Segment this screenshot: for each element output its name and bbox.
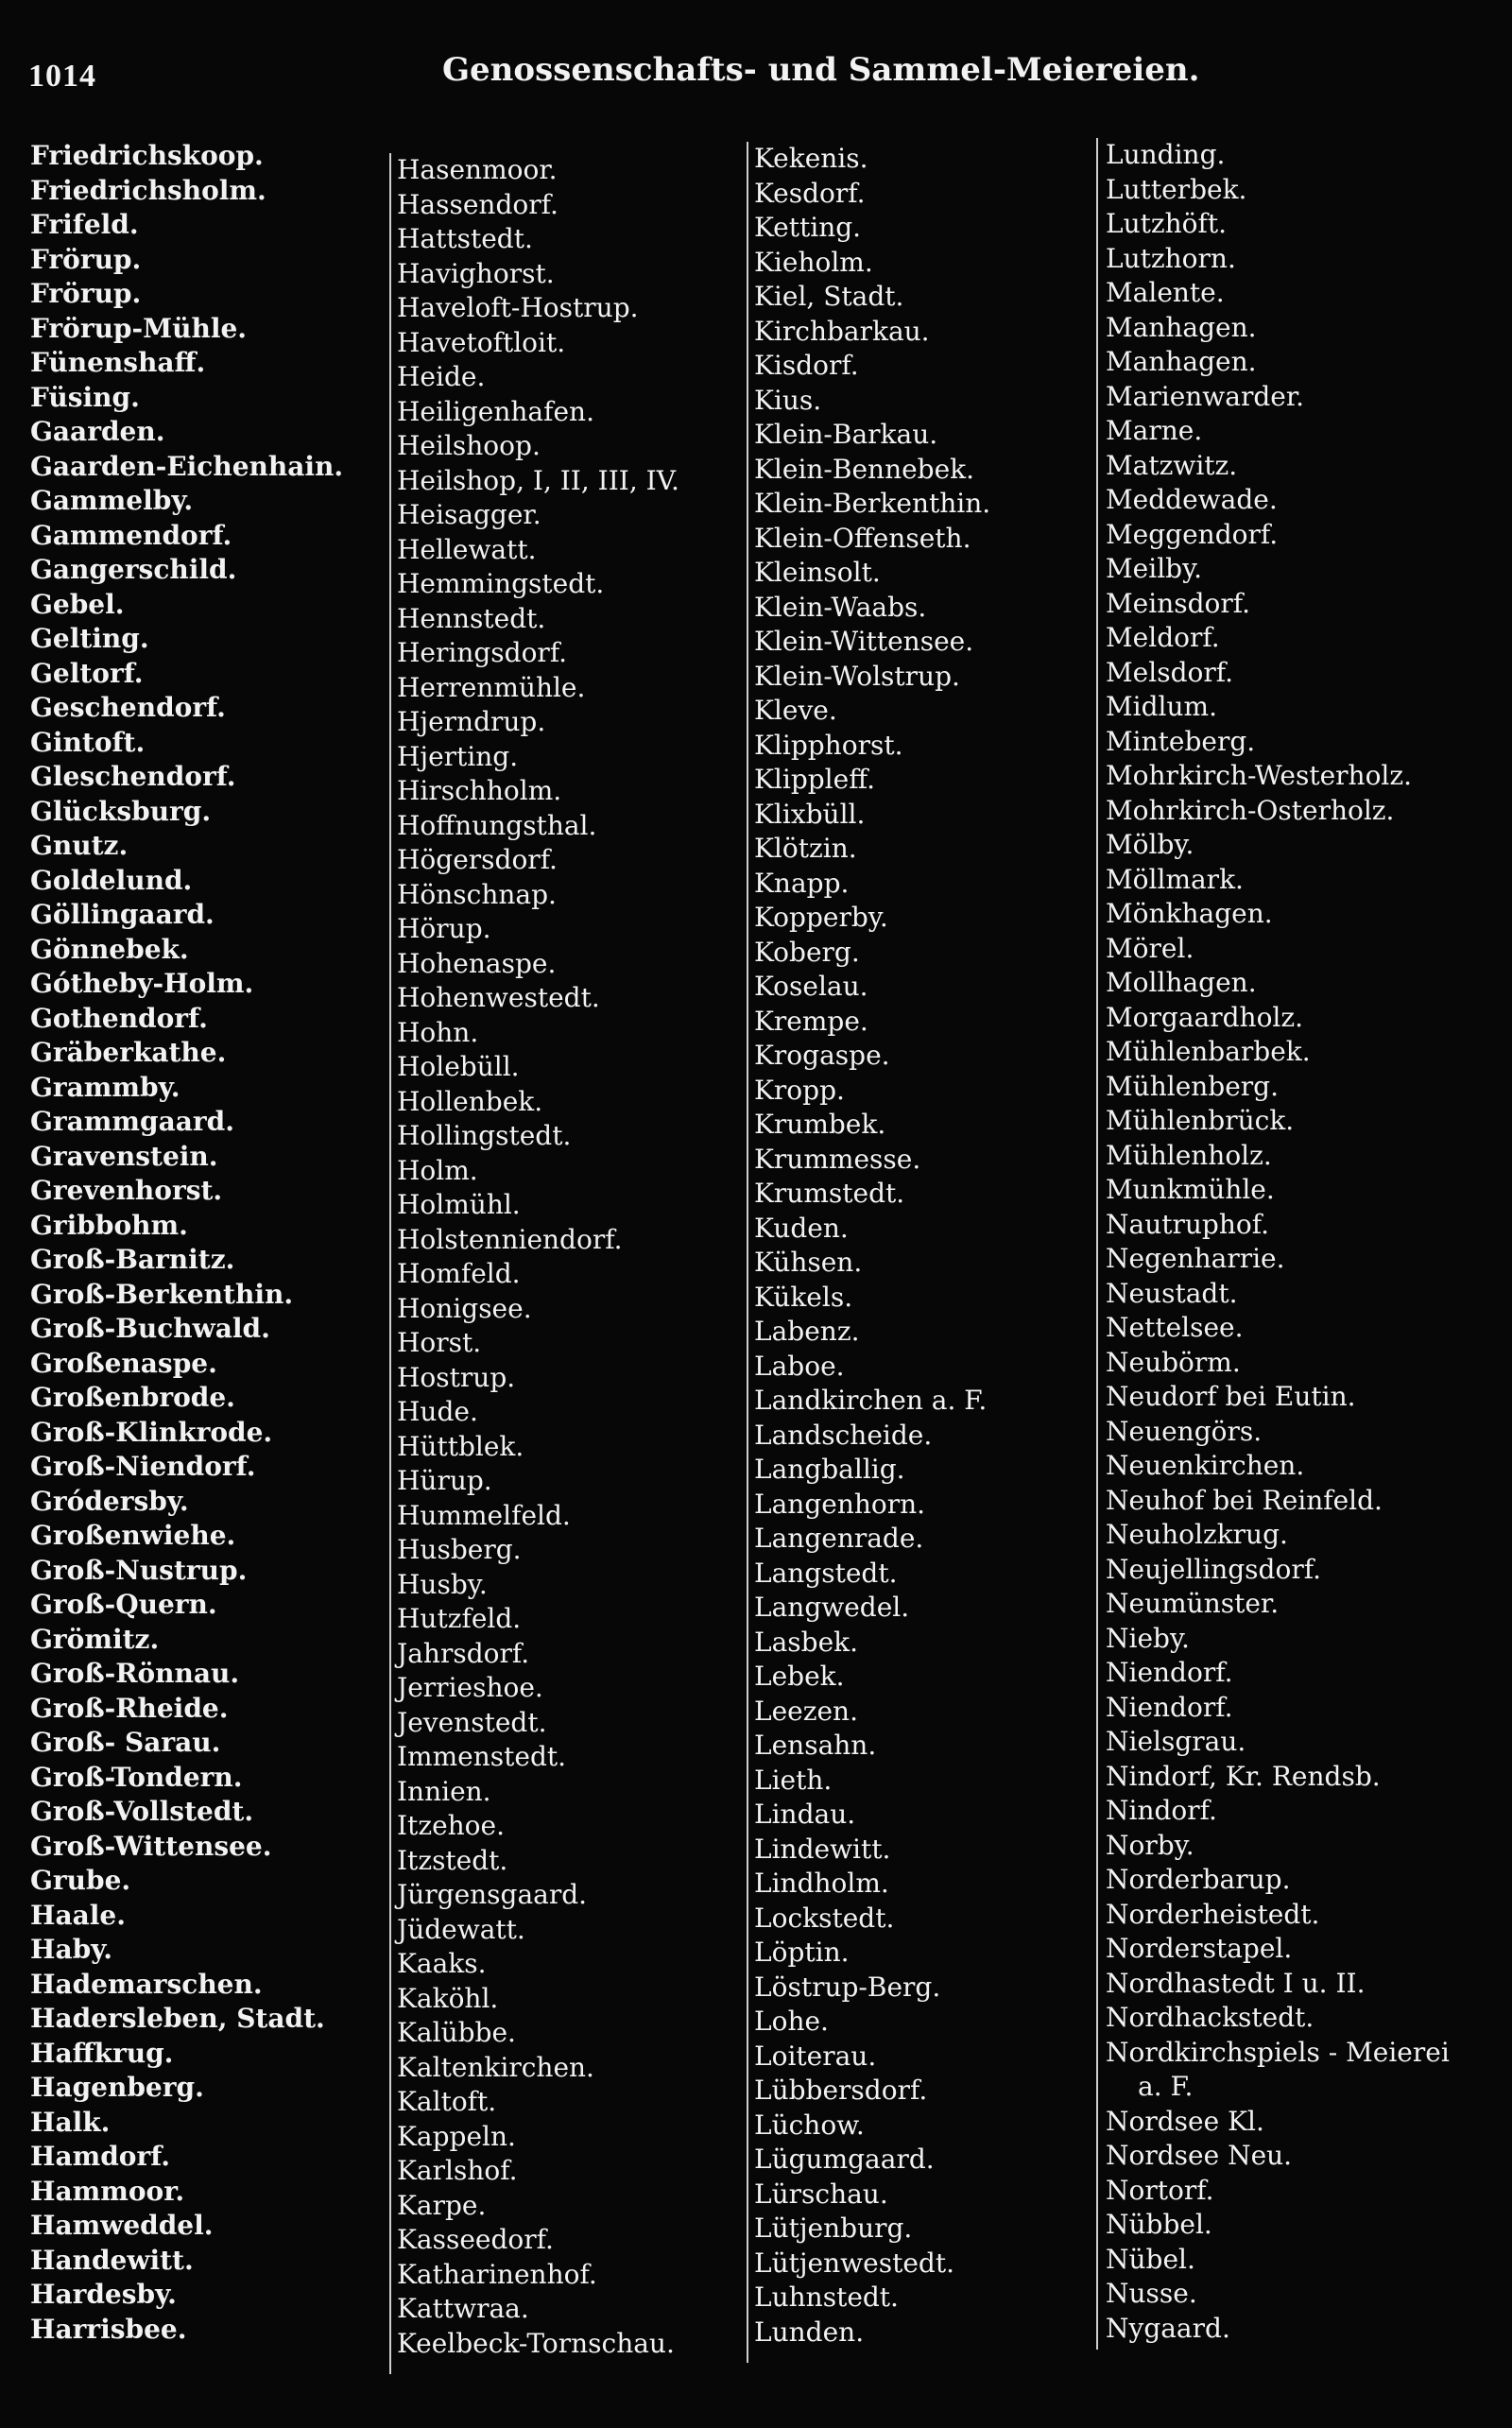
list-item: Mohrkirch-Westerholz. [1106,760,1413,791]
list-item: Kalübbe. [397,2017,516,2048]
list-item: Gótheby-Holm. [30,968,254,999]
list-item: Friedrichskoop. [30,140,264,171]
list-item: Hutzfeld. [397,1603,522,1634]
list-item: Langenrade. [754,1523,924,1554]
list-item: Lebek. [754,1661,845,1692]
list-item: Goldelund. [30,864,193,896]
list-item: Kasseedorf. [397,2224,554,2255]
list-item: Harrisbee. [30,2313,187,2345]
list-item: Hamdorf. [30,2141,171,2172]
list-item: Horst. [397,1327,482,1358]
list-item: Lensahn. [754,1730,877,1761]
list-item: Lohe. [754,2006,829,2037]
list-item: Meldorf. [1106,622,1220,653]
list-item: Neustadt. [1106,1277,1238,1309]
list-item: Klein-Barkau. [754,419,938,450]
list-item: Klein-Offenseth. [754,522,971,554]
list-item: Lutterbek. [1106,173,1247,205]
list-item: Meinsdorf. [1106,587,1251,619]
list-item: Itzehoe. [397,1810,505,1841]
list-item: Klein-Bennebek. [754,453,975,485]
list-item: Hammoor. [30,2175,185,2207]
list-item: Norderbarup. [1106,1864,1291,1895]
list-item: Krempe. [754,1005,868,1037]
list-item: Haffkrug. [30,2037,174,2069]
list-item: Geschendorf. [30,692,226,723]
list-item: Neuenkirchen. [1106,1450,1305,1481]
list-item: Nortorf. [1106,2174,1214,2206]
list-item: Hostrup. [397,1361,516,1393]
list-item: Nübel. [1106,2243,1195,2275]
list-item: Leezen. [754,1695,858,1727]
list-item: Groß-Rönnau. [30,1658,240,1689]
list-item: Hude. [397,1396,478,1427]
list-item: Heringsdorf. [397,637,568,668]
list-item: Karlshof. [397,2155,518,2186]
list-item: Frörup-Mühle. [30,312,248,344]
list-item: Landscheide. [754,1419,933,1451]
list-item: Hemmingstedt. [397,568,605,599]
list-item: Hohenwestedt. [397,982,600,1013]
list-item: Klein-Wittensee. [754,626,974,657]
list-item: Hagenberg. [30,2072,204,2103]
list-item: Neuholzkrug. [1106,1519,1288,1550]
list-item: Negenharrie. [1106,1243,1285,1274]
list-item: Kükels. [754,1281,853,1313]
list-item: Lüchow. [754,2109,865,2141]
list-item: Neubörm. [1106,1346,1241,1378]
list-item: Großenwiehe. [30,1520,236,1551]
list-item: Hönschnap. [397,878,557,910]
list-item: Lunden. [754,2316,865,2348]
list-item: Lürschau. [754,2178,888,2210]
list-item: Hadersleben, Stadt. [30,2003,325,2034]
list-item: Hummelfeld. [397,1499,571,1531]
list-item: Gribbohm. [30,1209,188,1241]
list-item: Lübbersdorf. [754,2075,928,2106]
list-item: Koberg. [754,936,860,968]
list-item: Gaarden. [30,416,165,447]
list-item: Holstenniendorf. [397,1223,623,1255]
list-item: Kuden. [754,1212,849,1244]
list-item: Mollhagen. [1106,967,1257,998]
list-item: Groß-Rheide. [30,1692,229,1724]
list-item: Katharinenhof. [397,2258,597,2290]
list-item: Lindholm. [754,1868,889,1899]
list-item: Hörup. [397,913,491,944]
list-item: a. F. [1138,2071,1194,2102]
list-item: Krogaspe. [754,1040,890,1071]
list-item: Krummesse. [754,1143,921,1175]
list-item: Groß-Vollstedt. [30,1796,254,1827]
list-item: Midlum. [1106,691,1217,722]
list-item: Hademarschen. [30,1968,263,2000]
list-item: Mühlenbarbek. [1106,1036,1311,1067]
list-item: Karpe. [397,2189,487,2221]
list-item: Matzwitz. [1106,449,1238,481]
list-item: Gönnebek. [30,933,189,965]
list-item: Nordhastedt I u. II. [1106,1967,1366,1999]
list-item: Munkmühle. [1106,1174,1275,1205]
list-item: Geltorf. [30,657,144,689]
list-item: Manhagen. [1106,311,1257,343]
list-item: Gnutz. [30,830,129,861]
list-item: Heide. [397,361,486,392]
list-item: Hassendorf. [397,188,558,220]
list-item: Großenaspe. [30,1347,217,1379]
list-item: Gaarden-Eichenhain. [30,450,344,482]
list-item: Gangerschild. [30,554,237,585]
list-item: Kattwraa. [397,2293,529,2324]
list-item: Grammgaard. [30,1106,235,1137]
list-item: Langballig. [754,1454,905,1485]
list-item: Nettelsee. [1106,1312,1244,1343]
list-item: Nygaard. [1106,2312,1230,2344]
list-item: Kaköhl. [397,1982,499,2014]
list-item: Gelting. [30,623,149,654]
list-item: Lutzhorn. [1106,242,1236,274]
list-item: Herrenmühle. [397,671,586,703]
list-item: Nübbel. [1106,2209,1212,2240]
list-item: Gammelby. [30,485,194,516]
list-item: Nordsee Neu. [1106,2140,1293,2171]
list-item: Nindorf, Kr. Rendsb. [1106,1760,1381,1792]
list-item: Lunding. [1106,139,1226,170]
list-item: Kisdorf. [754,350,859,381]
list-item: Groß-Buchwald. [30,1313,270,1344]
list-item: Krumstedt. [754,1178,905,1209]
list-item: Lindau. [754,1799,856,1830]
list-item: Haby. [30,1934,112,1965]
list-item: Frifeld. [30,209,139,240]
list-item: Malente. [1106,277,1225,308]
list-item: Meilby. [1106,553,1203,584]
list-item: Möllmark. [1106,863,1244,895]
list-item: Kopperby. [754,902,888,933]
list-item: Groß-Berkenthin. [30,1278,294,1310]
list-item: Marienwarder. [1106,380,1305,412]
list-item: Ketting. [754,212,862,243]
list-item: Neudorf bei Eutin. [1106,1381,1356,1412]
list-item: Krumbek. [754,1109,886,1140]
list-item: Neumünster. [1106,1588,1280,1619]
list-item: Meddewade. [1106,484,1278,515]
list-item: Hollingstedt. [397,1120,572,1151]
list-item: Klötzin. [754,833,857,864]
list-item: Lütjenburg. [754,2213,913,2244]
list-item: Kühsen. [754,1247,863,1278]
list-item: Manhagen. [1106,346,1257,377]
list-item: Haale. [30,1899,126,1931]
list-item: Niendorf. [1106,1691,1233,1723]
list-item: Gleschendorf. [30,761,236,792]
list-item: Groß-Niendorf. [30,1451,256,1482]
list-item: Kleinsolt. [754,557,881,588]
list-item: Hüttblek. [397,1430,524,1462]
list-item: Haveloft-Hostrup. [397,292,639,323]
list-item: Grömitz. [30,1623,160,1655]
list-item: Gródersby. [30,1485,189,1517]
list-item: Kleve. [754,695,837,726]
list-item: Labenz. [754,1316,860,1347]
list-item: Neuengörs. [1106,1415,1263,1447]
list-item: Hoffnungsthal. [397,809,597,841]
list-item: Havetoftloit. [397,326,566,358]
list-item: Nindorf. [1106,1795,1217,1826]
list-item: Gammendorf. [30,519,232,551]
list-item: Kaltenkirchen. [397,2051,594,2083]
list-item: Immenstedt. [397,1741,567,1772]
list-item: Kesdorf. [754,177,866,209]
list-item: Friedrichsholm. [30,174,266,206]
list-item: Meggendorf. [1106,518,1279,550]
list-item: Lütjenwestedt. [754,2247,954,2279]
list-item: Neuhof bei Reinfeld. [1106,1484,1383,1516]
list-item: Lasbek. [754,1626,859,1658]
list-item: Lügumgaard. [754,2144,935,2175]
list-item: Großenbrode. [30,1382,235,1413]
list-item: Mühlenbrück. [1106,1105,1295,1136]
list-item: Göllingaard. [30,899,215,930]
list-item: Kropp. [754,1074,845,1106]
page-title: Genossenschafts- und Sammel-Meiereien. [442,51,1200,89]
list-item: Holmühl. [397,1189,521,1220]
list-item: Kappeln. [397,2120,516,2152]
list-item: Havighorst. [397,257,555,289]
list-item: Mölby. [1106,829,1194,860]
list-item: Mühlenberg. [1106,1070,1279,1102]
list-item: Nautruphof. [1106,1208,1269,1240]
list-item: Hellewatt. [397,533,537,565]
list-item: Hohenaspe. [397,947,557,979]
list-item: Klein-Berkenthin. [754,488,991,519]
list-item: Nordsee Kl. [1106,2105,1264,2137]
column-1 [30,139,370,2347]
list-item: Klipphorst. [754,729,903,761]
list-item: Grevenhorst. [30,1175,223,1206]
list-item: Fünenshaff. [30,347,206,378]
list-item: Mühlenholz. [1106,1139,1272,1171]
list-item: Husby. [397,1568,488,1600]
list-item: Norderstapel. [1106,1933,1293,1964]
list-item: Loiterau. [754,2040,877,2072]
list-item: Mönkhagen. [1106,898,1273,929]
list-item: Minteberg. [1106,725,1256,757]
list-item: Innien. [397,1775,491,1807]
list-item: Lockstedt. [754,1902,895,1934]
list-item: Klein-Wolstrup. [754,660,960,692]
list-item: Hirschholm. [397,775,562,806]
list-item: Honigsee. [397,1292,532,1324]
list-item: Gintoft. [30,726,146,758]
list-item: Homfeld. [397,1258,521,1289]
list-item: Nielsgrau. [1106,1726,1246,1757]
list-item: Groß-Tondern. [30,1761,243,1793]
list-item: Grube. [30,1865,131,1896]
list-item: Klein-Waabs. [754,591,927,623]
list-item: Hohn. [397,1016,479,1048]
list-item: Jürgensgaard. [397,1879,588,1910]
list-item: Kius. [754,384,822,416]
list-item: Lieth. [754,1764,833,1796]
list-item: Keelbeck-Tornschau. [397,2327,675,2359]
list-item: Marne. [1106,415,1203,446]
list-item: Glücksburg. [30,795,212,827]
list-item: Groß-Wittensee. [30,1830,272,1862]
list-item: Heilshoop. [397,430,541,461]
list-item: Groß- Sarau. [30,1727,221,1758]
list-item: Itzstedt. [397,1844,508,1876]
list-item: Frörup. [30,243,142,275]
list-item: Holebüll. [397,1051,520,1082]
column-4 [1096,138,1503,2350]
list-item: Füsing. [30,381,140,413]
list-item: Frörup. [30,278,142,309]
list-item: Morgaardholz. [1106,1001,1304,1033]
list-item: Groß-Quern. [30,1589,217,1620]
list-item: Kaltoft. [397,2086,497,2117]
list-item: Jerrieshoe. [397,1672,543,1703]
column-3 [747,142,1104,2363]
list-item: Lindewitt. [754,1833,891,1865]
list-item: Hennstedt. [397,602,546,634]
list-item: Gothendorf. [30,1002,208,1034]
list-item: Lutzhöft. [1106,208,1228,239]
list-item: Nordhackstedt. [1106,2002,1314,2033]
list-item: Jüdewatt. [397,1913,525,1945]
list-item: Husberg. [397,1534,522,1565]
list-item: Klippleff. [754,764,875,795]
list-item: Hattstedt. [397,223,533,254]
list-item: Laboe. [754,1350,845,1382]
list-item: Koselau. [754,971,868,1002]
list-item: Hamweddel. [30,2210,214,2241]
list-item: Gräberkathe. [30,1037,227,1068]
list-item: Holm. [397,1154,478,1186]
list-item: Heiligenhafen. [397,395,594,427]
list-item: Luhnstedt. [754,2282,899,2313]
list-item: Norderheistedt. [1106,1898,1320,1930]
list-item: Mohrkirch-Osterholz. [1106,794,1395,826]
list-item: Hardesby. [30,2279,177,2310]
list-item: Högersdorf. [397,844,558,875]
list-item: Grammby. [30,1071,180,1103]
list-item: Langenhorn. [754,1488,926,1520]
list-item: Knapp. [754,867,850,899]
list-item: Groß-Barnitz. [30,1244,235,1275]
list-item: Kaaks. [397,1948,487,1979]
list-item: Kirchbarkau. [754,315,930,347]
list-item: Neujellingsdorf. [1106,1553,1321,1585]
list-item: Löstrup-Berg. [754,1971,941,2003]
page-number: 1014 [28,59,96,94]
list-item: Mörel. [1106,932,1194,964]
list-item: Halk. [30,2106,111,2138]
list-item: Löptin. [754,1937,850,1968]
list-item: Hjerndrup. [397,706,546,737]
list-item: Hollenbek. [397,1085,543,1117]
column-2 [389,153,747,2374]
list-item: Langwedel. [754,1592,910,1623]
list-item: Klixbüll. [754,798,866,830]
list-item: Groß-Nustrup. [30,1554,248,1586]
list-item: Jahrsdorf. [397,1637,530,1669]
list-item: Kiel, Stadt. [754,281,904,312]
list-item: Hasenmoor. [397,154,558,185]
list-item: Heilshop, I, II, III, IV. [397,464,679,496]
list-item: Kieholm. [754,246,873,278]
list-item: Kekenis. [754,143,868,174]
list-item: Niendorf. [1106,1657,1233,1688]
list-item: Nusse. [1106,2278,1197,2309]
list-item: Heisagger. [397,499,541,530]
list-item: Nordkirchspiels - Meierei [1106,2036,1450,2068]
list-item: Hjerting. [397,740,519,772]
list-item: Hürup. [397,1465,492,1496]
list-item: Gravenstein. [30,1140,218,1172]
list-item: Groß-Klinkrode. [30,1416,273,1448]
list-item: Nieby. [1106,1622,1190,1654]
list-item: Landkirchen a. F. [754,1385,988,1416]
list-item: Handewitt. [30,2244,194,2276]
list-item: Melsdorf. [1106,656,1233,688]
list-item: Gebel. [30,588,125,620]
list-item: Jevenstedt. [397,1706,547,1738]
list-item: Norby. [1106,1829,1194,1861]
list-item: Langstedt. [754,1557,898,1589]
